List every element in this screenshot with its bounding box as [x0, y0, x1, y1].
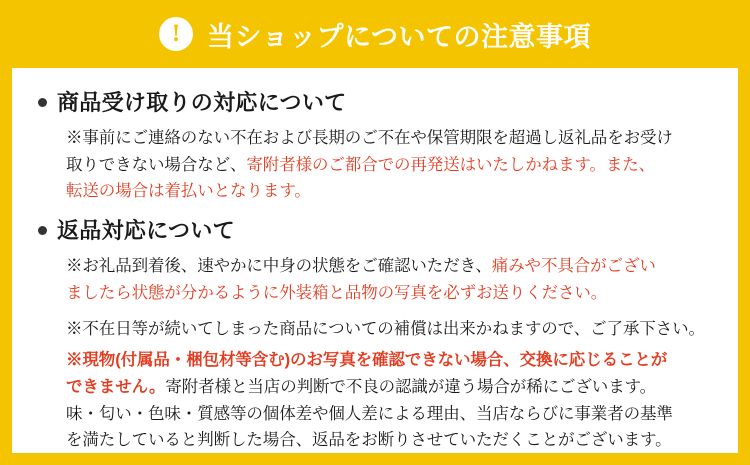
notice-line — [66, 374, 712, 401]
notice-text-segment: ましたら状態が分かるように外装箱と品物の写真を必ずお送りください。 — [66, 283, 608, 302]
notice-paragraph — [66, 253, 712, 306]
notice-text-segment: ※お礼品到着後、速やかに中身の状態をご確認いただき、 — [66, 257, 492, 276]
notice-header — [0, 0, 750, 68]
notice-text-segment: できません。 — [66, 378, 166, 397]
notice-line — [66, 427, 712, 453]
notice-paragraph — [66, 125, 712, 205]
notice-text-segment: ※現物(付属品・梱包材等含む)のお写真を確認できない場合、交換に応じることが — [66, 351, 668, 370]
notice-sections — [38, 86, 712, 453]
notice-card — [12, 68, 738, 453]
notice-line — [66, 152, 712, 179]
bullet-icon — [38, 98, 47, 107]
notice-text-segment: を満たしていると判断した場合、返品をお断りさせていただくことがございます。 — [66, 431, 672, 450]
notice-section — [38, 214, 712, 453]
section-heading — [38, 214, 712, 247]
exclamation-circle-icon: ! — [159, 17, 193, 51]
notice-line — [66, 178, 712, 205]
notice-line — [66, 253, 712, 280]
notice-text-segment: 寄附者様と当店の判断で不良の認識が違う場合が稀にございます。 — [165, 378, 657, 397]
notice-text-segment: 転送の場合は着払いとなります。 — [66, 182, 311, 201]
notice-line — [66, 347, 712, 374]
notice-line — [66, 280, 712, 307]
notice-text-segment: 寄附者様のご都合での再発送はいたしかねます。また、 — [246, 155, 656, 174]
section-title: 返品対応について — [57, 218, 235, 244]
notice-line — [66, 125, 712, 152]
section-heading — [38, 86, 712, 119]
notice-section — [38, 86, 712, 205]
notice-paragraph — [66, 316, 712, 343]
bullet-icon — [38, 226, 47, 235]
page-title: 当ショップについての注意事項 — [207, 21, 591, 52]
section-title: 商品受け取りの対応について — [57, 90, 347, 115]
notice-text-segment: ※不在日等が続いてしまった商品についての補償は出来かねますので、ご了承下さい。 — [66, 319, 705, 338]
notice-text-segment: 味・匂い・色味・質感等の個体差や個人差による理由、当店ならびに事業者の基準 — [66, 404, 673, 423]
notice-text-segment: 取りできない場合など、 — [66, 155, 247, 174]
notice-line — [66, 401, 712, 428]
notice-text-segment: ※事前にご連絡のない不在および長期のご不在や保管期限を超過し返礼品をお受け — [66, 129, 673, 147]
notice-paragraph — [66, 347, 712, 453]
notice-text-segment: 痛みや不具合がござい — [491, 257, 656, 276]
notice-line — [66, 316, 712, 343]
